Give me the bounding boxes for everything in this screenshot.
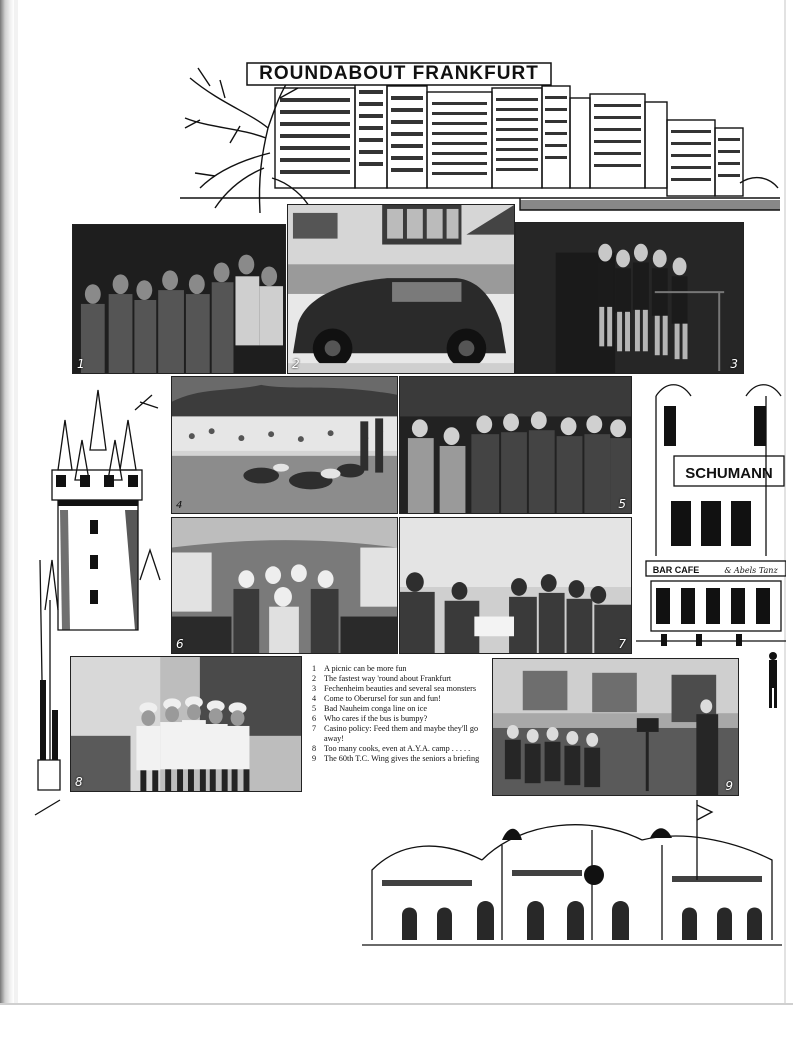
caption-number: 1	[312, 664, 317, 673]
page-binding-shadow	[0, 0, 14, 1005]
photo-number: 2	[292, 357, 300, 371]
caption-number: 3	[312, 684, 317, 693]
hauptbahnhof-sketch	[362, 800, 782, 950]
photo-6	[171, 517, 398, 654]
photo-5	[399, 376, 632, 514]
photo-3	[515, 222, 744, 374]
photo-7	[399, 517, 632, 654]
caption-text: Fechenheim beauties and several sea monsters	[324, 684, 477, 693]
cafe-sign-schumann: SCHUMANN	[685, 465, 773, 482]
photo-number: 1	[77, 357, 85, 371]
page-binding-edge	[14, 0, 18, 1005]
page-title: ROUNDABOUT FRANKFURT	[259, 63, 539, 84]
caption-text: Come to Oberursel for sun and fun!	[324, 694, 441, 703]
left-margin-spire-sketch	[30, 560, 70, 820]
caption-text: A picnic can be more fun	[324, 664, 407, 673]
caption-text: The fastest way 'round about Frankfurt	[324, 674, 452, 683]
caption-item	[312, 684, 490, 694]
photo-number: 4	[176, 500, 183, 511]
caption-number: 8	[312, 744, 317, 753]
caption-text: Bad Nauheim conga line on ice	[324, 704, 427, 713]
caption-text: Who cares if the bus is bumpy?	[324, 714, 428, 723]
cafe-sign-tanz: & Abels Tanz	[724, 566, 778, 575]
page-title-banner	[246, 62, 552, 86]
photo-4	[171, 376, 398, 514]
photo-1	[72, 224, 286, 374]
caption-item	[312, 724, 490, 744]
caption-item	[312, 674, 490, 684]
photo-8	[70, 656, 302, 792]
caption-number: 6	[312, 714, 317, 723]
schumann-cafe-sketch	[636, 376, 786, 651]
photo-number: 5	[618, 497, 626, 511]
caption-text: The 60th T.C. Wing gives the seniors a briefing	[324, 754, 480, 763]
caption-text: Casino policy: Feed them and maybe they'll go away!	[324, 724, 479, 743]
caption-item	[312, 704, 490, 714]
photo-9	[492, 658, 739, 796]
photo-number: 9	[725, 779, 733, 793]
photo-2	[287, 204, 515, 374]
cafe-sign-bar-cafe: BAR CAFE	[652, 565, 700, 575]
photo-captions-list	[312, 664, 490, 764]
photo-number: 3	[730, 357, 738, 371]
caption-number: 5	[312, 704, 317, 713]
caption-number: 4	[312, 694, 317, 703]
caption-number: 9	[312, 754, 317, 763]
caption-text: Too many cooks, even at A.Y.A. camp . . . . .	[324, 744, 471, 753]
caption-item	[312, 754, 490, 764]
caption-number: 2	[312, 674, 317, 683]
caption-item	[312, 744, 490, 754]
photo-number: 7	[618, 637, 626, 651]
photo-number: 8	[75, 775, 83, 789]
caption-item	[312, 714, 490, 724]
right-margin-figure-sketch	[762, 650, 784, 710]
caption-item	[312, 664, 490, 674]
page-bottom-edge	[0, 1003, 793, 1005]
caption-item	[312, 694, 490, 704]
photo-number: 6	[176, 637, 184, 651]
caption-number: 7	[312, 724, 317, 733]
